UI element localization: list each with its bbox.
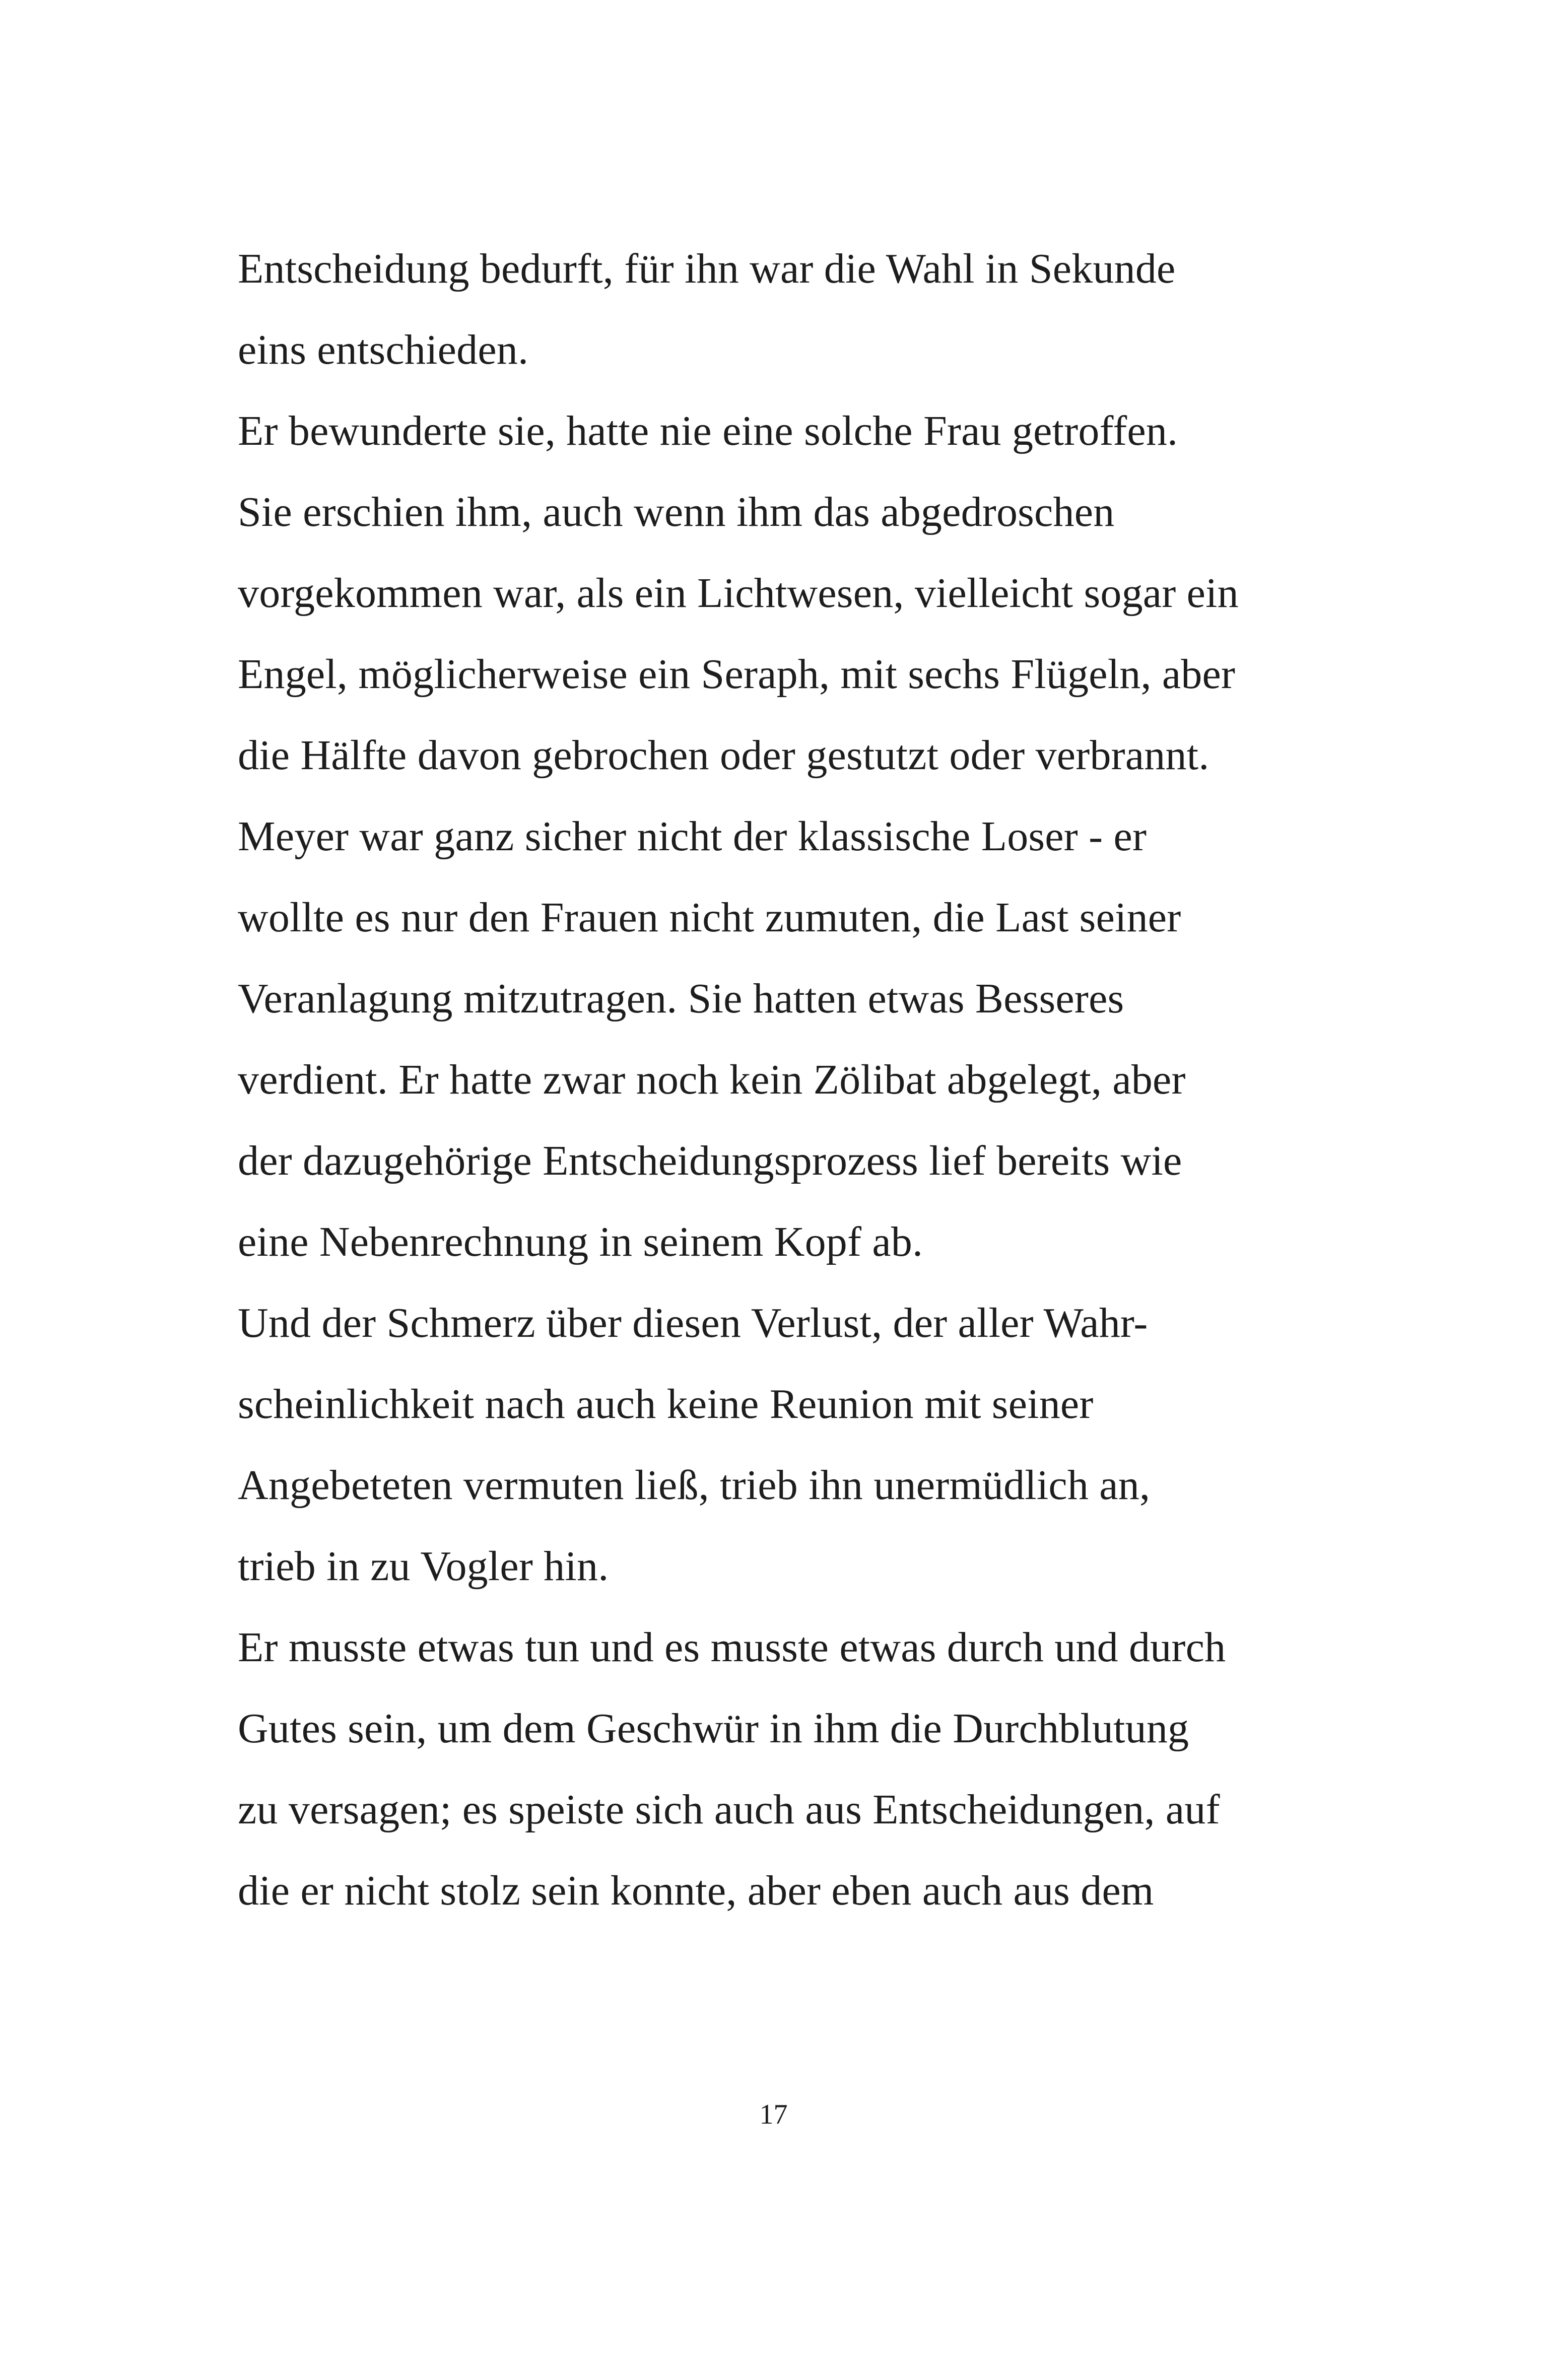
text-line: Und der Schmerz über diesen Verlust, der aller Wahr- bbox=[238, 1300, 1148, 1346]
text-line: Entscheidung bedurft, für ihn war die Wahl in Sekunde bbox=[238, 245, 1176, 292]
text-line: Angebeteten vermuten ließ, trieb ihn unermüdlich an, bbox=[238, 1462, 1151, 1509]
page-number: 17 bbox=[759, 2099, 788, 2130]
text-line: vorgekommen war, als ein Lichtwesen, vielleicht sogar ein bbox=[238, 570, 1239, 617]
text-line: eine Nebenrechnung in seinem Kopf ab. bbox=[238, 1218, 923, 1265]
text-line: Gutes sein, um dem Geschwür in ihm die Durchblutung bbox=[238, 1705, 1189, 1752]
text-line: Meyer war ganz sicher nicht der klassische Loser - er bbox=[238, 813, 1147, 860]
text-line: die Hälfte davon gebrochen oder gestutzt oder verbrannt. bbox=[238, 732, 1209, 779]
text-line: Veranlagung mitzutragen. Sie hatten etwas Besseres bbox=[238, 975, 1124, 1022]
text-line: verdient. Er hatte zwar noch kein Zölibat abgelegt, aber bbox=[238, 1056, 1186, 1103]
text-line: trieb in zu Vogler hin. bbox=[238, 1543, 609, 1590]
text-line: eins entschieden. bbox=[238, 326, 529, 373]
text-line: zu versagen; es speiste sich auch aus Entscheidungen, auf bbox=[238, 1786, 1220, 1833]
text-line: Er musste etwas tun und es musste etwas durch und durch bbox=[238, 1624, 1226, 1671]
text-line: Sie erschien ihm, auch wenn ihm das abgedroschen bbox=[238, 489, 1115, 535]
text-line: Engel, möglicherweise ein Seraph, mit sechs Flügeln, aber bbox=[238, 651, 1236, 698]
body-text bbox=[238, 237, 1356, 1940]
text-line: Er bewunderte sie, hatte nie eine solche Frau getroffen. bbox=[238, 407, 1178, 454]
text-line: scheinlichkeit nach auch keine Reunion mit seiner bbox=[238, 1381, 1094, 1427]
text-line: wollte es nur den Frauen nicht zumuten, die Last seiner bbox=[238, 894, 1181, 941]
text-line: der dazugehörige Entscheidungsprozess lief bereits wie bbox=[238, 1137, 1182, 1184]
text-line: die er nicht stolz sein konnte, aber eben auch aus dem bbox=[238, 1867, 1154, 1914]
